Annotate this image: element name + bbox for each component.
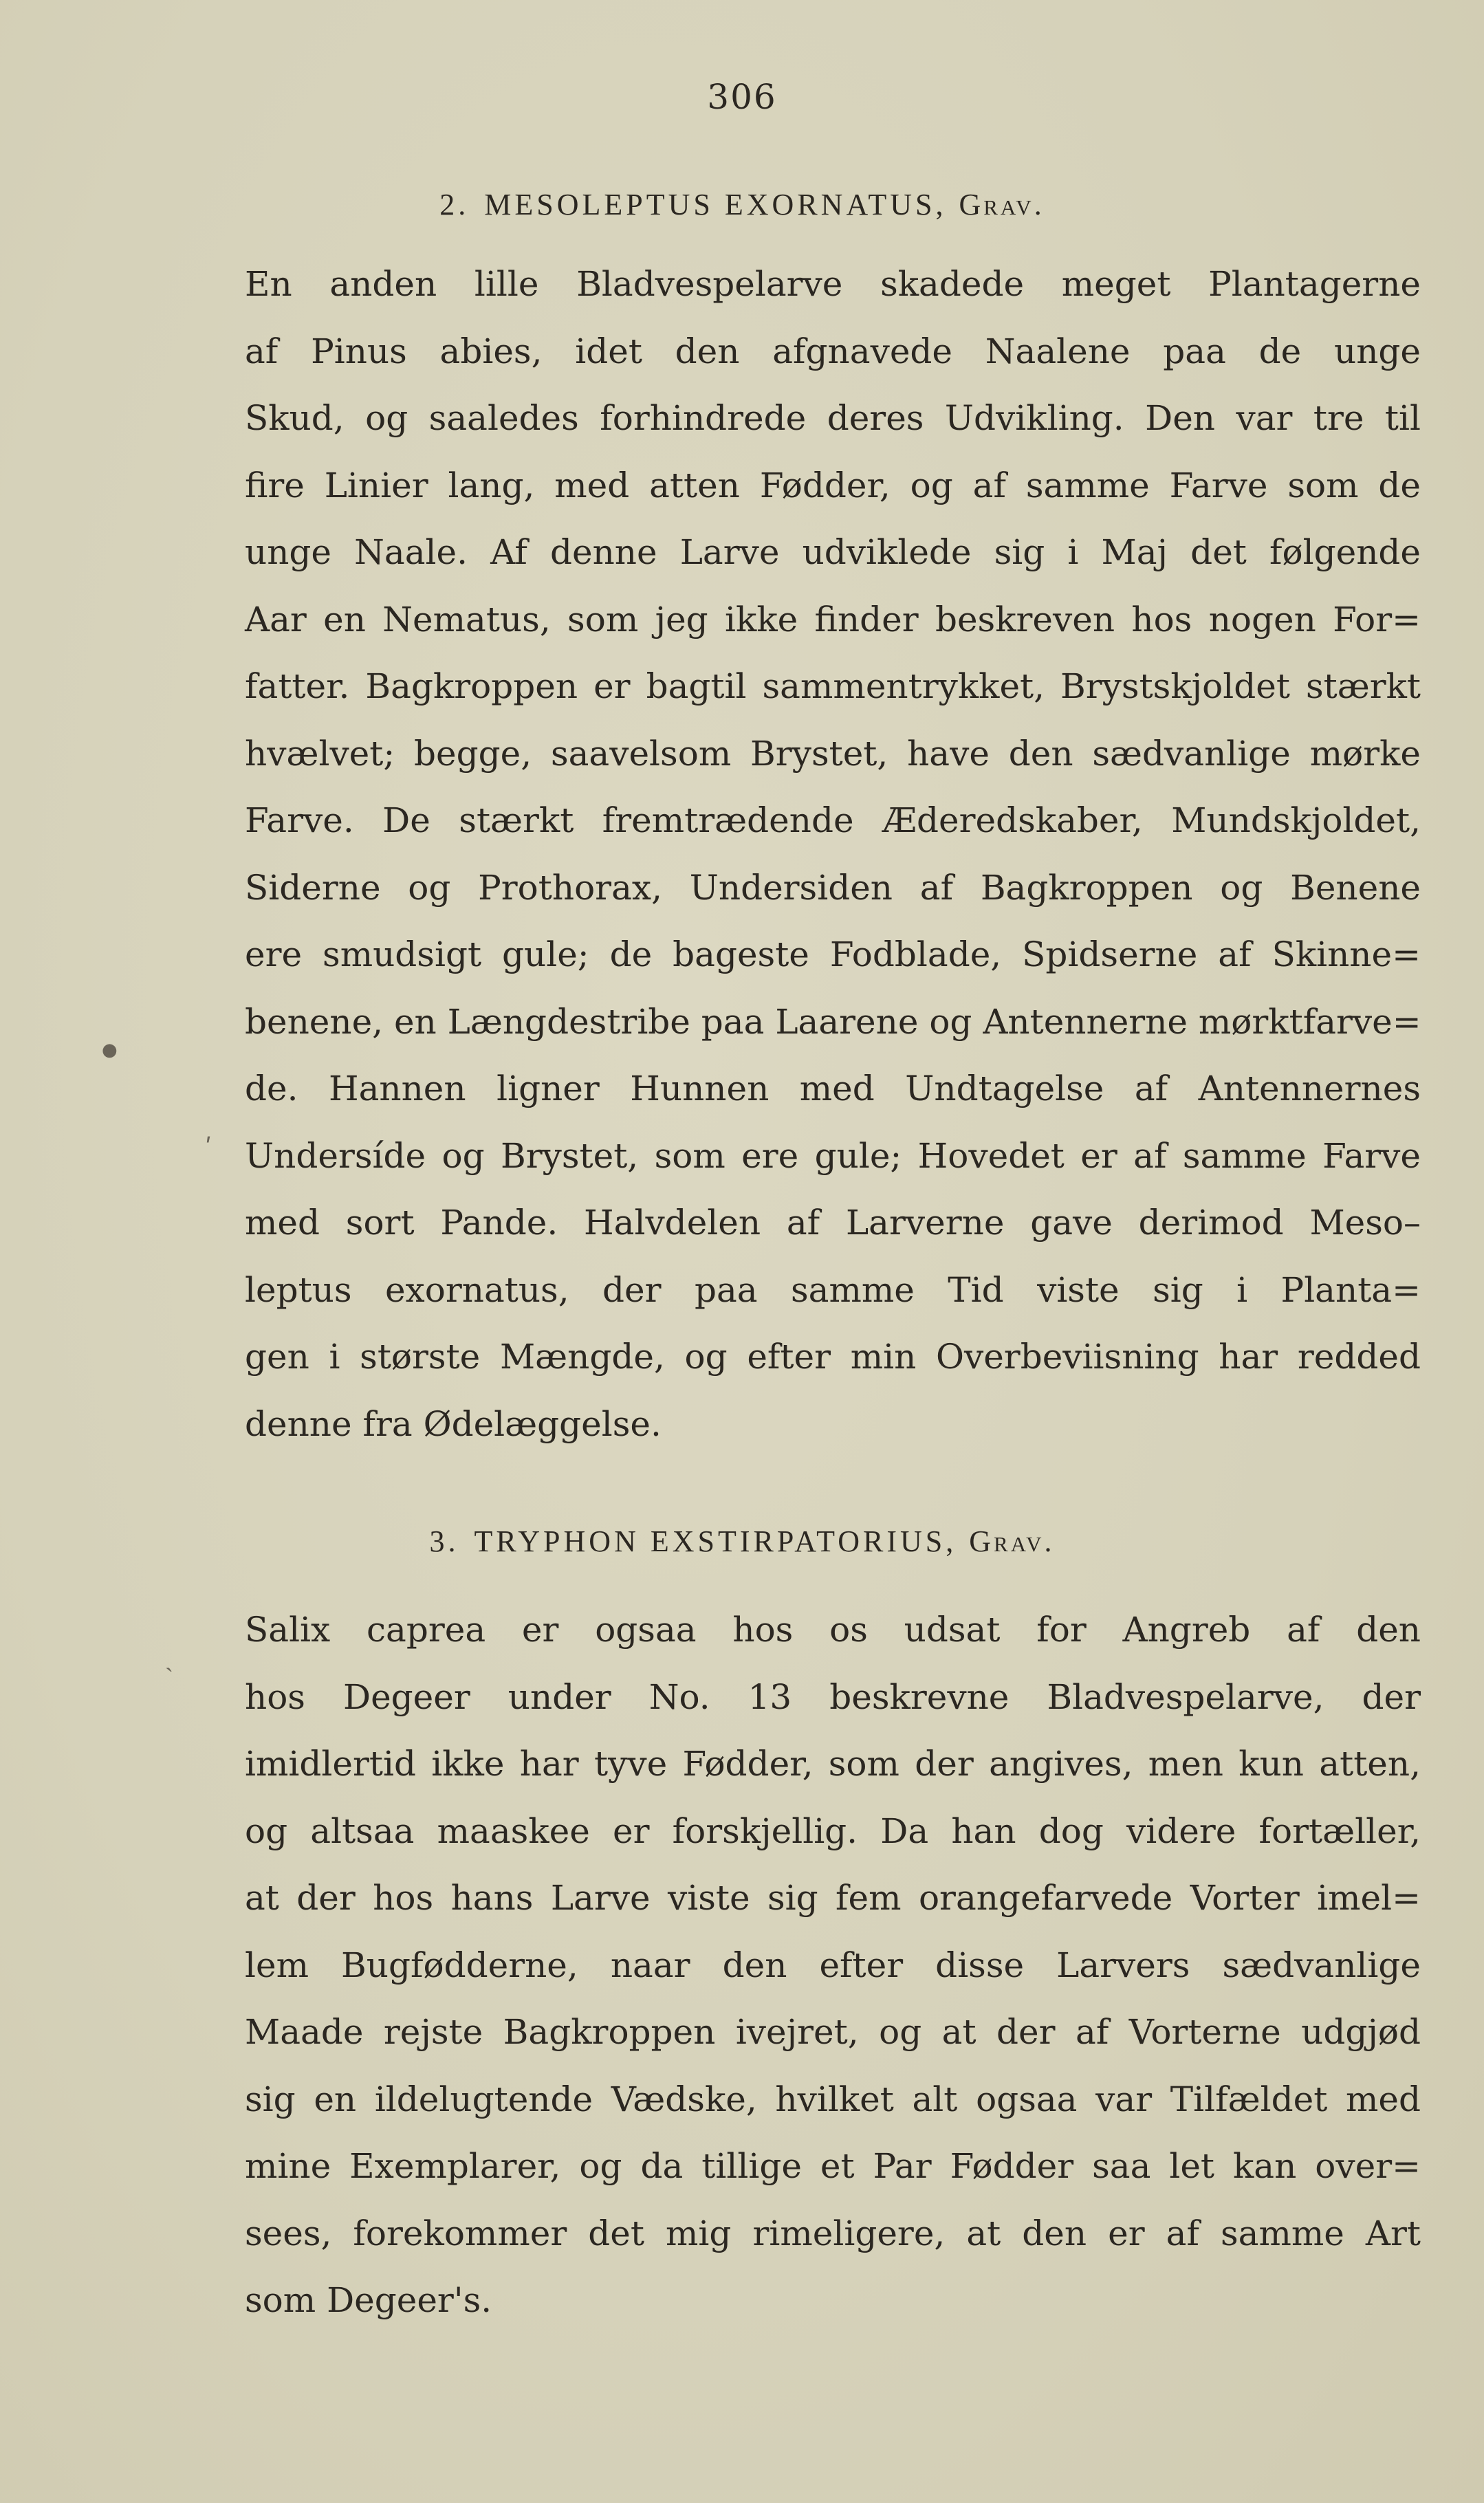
page-number: 306 xyxy=(707,77,777,117)
text-line: hvælvet; begge, saavelsom Brystet, have den sædvanlige mørke xyxy=(245,733,1421,774)
margin-tick-mark: ˎ xyxy=(165,1644,173,1672)
text-line: sig en ildelugtende Vædske, hvilket alt ogsaa var Tilfældet med xyxy=(245,2079,1421,2119)
text-line: leptus exornatus, der paa samme Tid viste sig i Planta= xyxy=(245,1269,1421,1310)
section-author: Grav. xyxy=(959,188,1045,221)
text-line: mine Exemplarer, og da tillige et Par Fødder saa let kan over= xyxy=(245,2146,1421,2186)
section-number: 2. xyxy=(439,188,470,221)
text-line: unge Naale. Af denne Larve udviklede sig i Maj det følgende xyxy=(245,532,1421,572)
text-line: ere smudsigt gule; de bageste Fodblade, Spidserne af Skinne= xyxy=(245,934,1421,974)
text-line: Salix caprea er ogsaa hos os udsat for Angreb af den xyxy=(245,1610,1421,1650)
text-line: og altsaa maaskee er forskjellig. Da han dog videre fortæller, xyxy=(245,1811,1421,1851)
text-line: fire Linier lang, med atten Fødder, og af samme Farve som de xyxy=(245,465,1421,505)
text-line: de. Hannen ligner Hunnen med Undtagelse af Antennernes xyxy=(245,1069,1421,1108)
text-line: Siderne og Prothorax, Undersiden af Bagkroppen og Benene xyxy=(245,867,1421,908)
text-line: Farve. De stærkt fremtrædende Æderedskaber, Mundskjoldet, xyxy=(245,800,1421,840)
text-line: Skud, og saaledes forhindrede deres Udvikling. Den var tre til xyxy=(245,398,1421,438)
text-line: som Degeer's. xyxy=(245,2280,492,2320)
text-line: lem Bugfødderne, naar den efter disse Larvers sædvanlige xyxy=(245,1945,1421,1985)
text-line: imidlertid ikke har tyve Fødder, som der angives, men kun atten, xyxy=(245,1744,1421,1784)
text-line: hos Degeer under No. 13 beskrevne Bladvespelarve, der xyxy=(245,1676,1421,1717)
text-line: benene, en Længdestribe paa Laarene og Antennerne mørktfarve= xyxy=(245,1001,1421,1042)
text-line: gen i største Mængde, og efter min Overbeviisning har redded xyxy=(245,1337,1421,1377)
text-line: fatter. Bagkroppen er bagtil sammentrykket, Brystskjoldet stærkt xyxy=(245,666,1421,706)
text-line: sees, forekommer det mig rimeligere, at den er af samme Art xyxy=(245,2213,1421,2253)
section-heading-tryphon xyxy=(0,1524,1484,1559)
section-title: TRYPHON EXSTIRPATORIUS, xyxy=(474,1524,957,1558)
text-line: Aar en Nematus, som jeg ikke finder beskreven hos nogen For= xyxy=(245,599,1421,640)
text-line: at der hos hans Larve viste sig fem orangefarvede Vorter imel= xyxy=(245,1878,1421,1918)
text-line: En anden lille Bladvespelarve skadede meget Plantagerne xyxy=(245,264,1421,304)
section-number: 3. xyxy=(429,1524,459,1558)
margin-dot-mark: ● xyxy=(102,1040,118,1060)
text-line: med sort Pande. Halvdelen af Larverne gave derimod Meso– xyxy=(245,1203,1421,1243)
section-title: MESOLEPTUS EXORNATUS, xyxy=(484,188,947,221)
section-heading-mesoleptus xyxy=(0,187,1484,222)
paragraph-mesoleptus xyxy=(245,251,1421,1458)
section-author: Grav. xyxy=(969,1524,1055,1558)
text-line: denne fra Ødelæggelse. xyxy=(245,1403,662,1444)
margin-tick-mark: ʹ xyxy=(205,1135,212,1163)
paragraph-tryphon xyxy=(245,1597,1421,2335)
text-line: Maade rejste Bagkroppen ivejret, og at der af Vorterne udgjød xyxy=(245,2012,1421,2052)
text-line: af Pinus abies, idet den afgnavede Naalene paa de unge xyxy=(245,331,1421,371)
text-line: Undersíde og Brystet, som ere gule; Hovedet er af samme Farve xyxy=(245,1135,1421,1176)
